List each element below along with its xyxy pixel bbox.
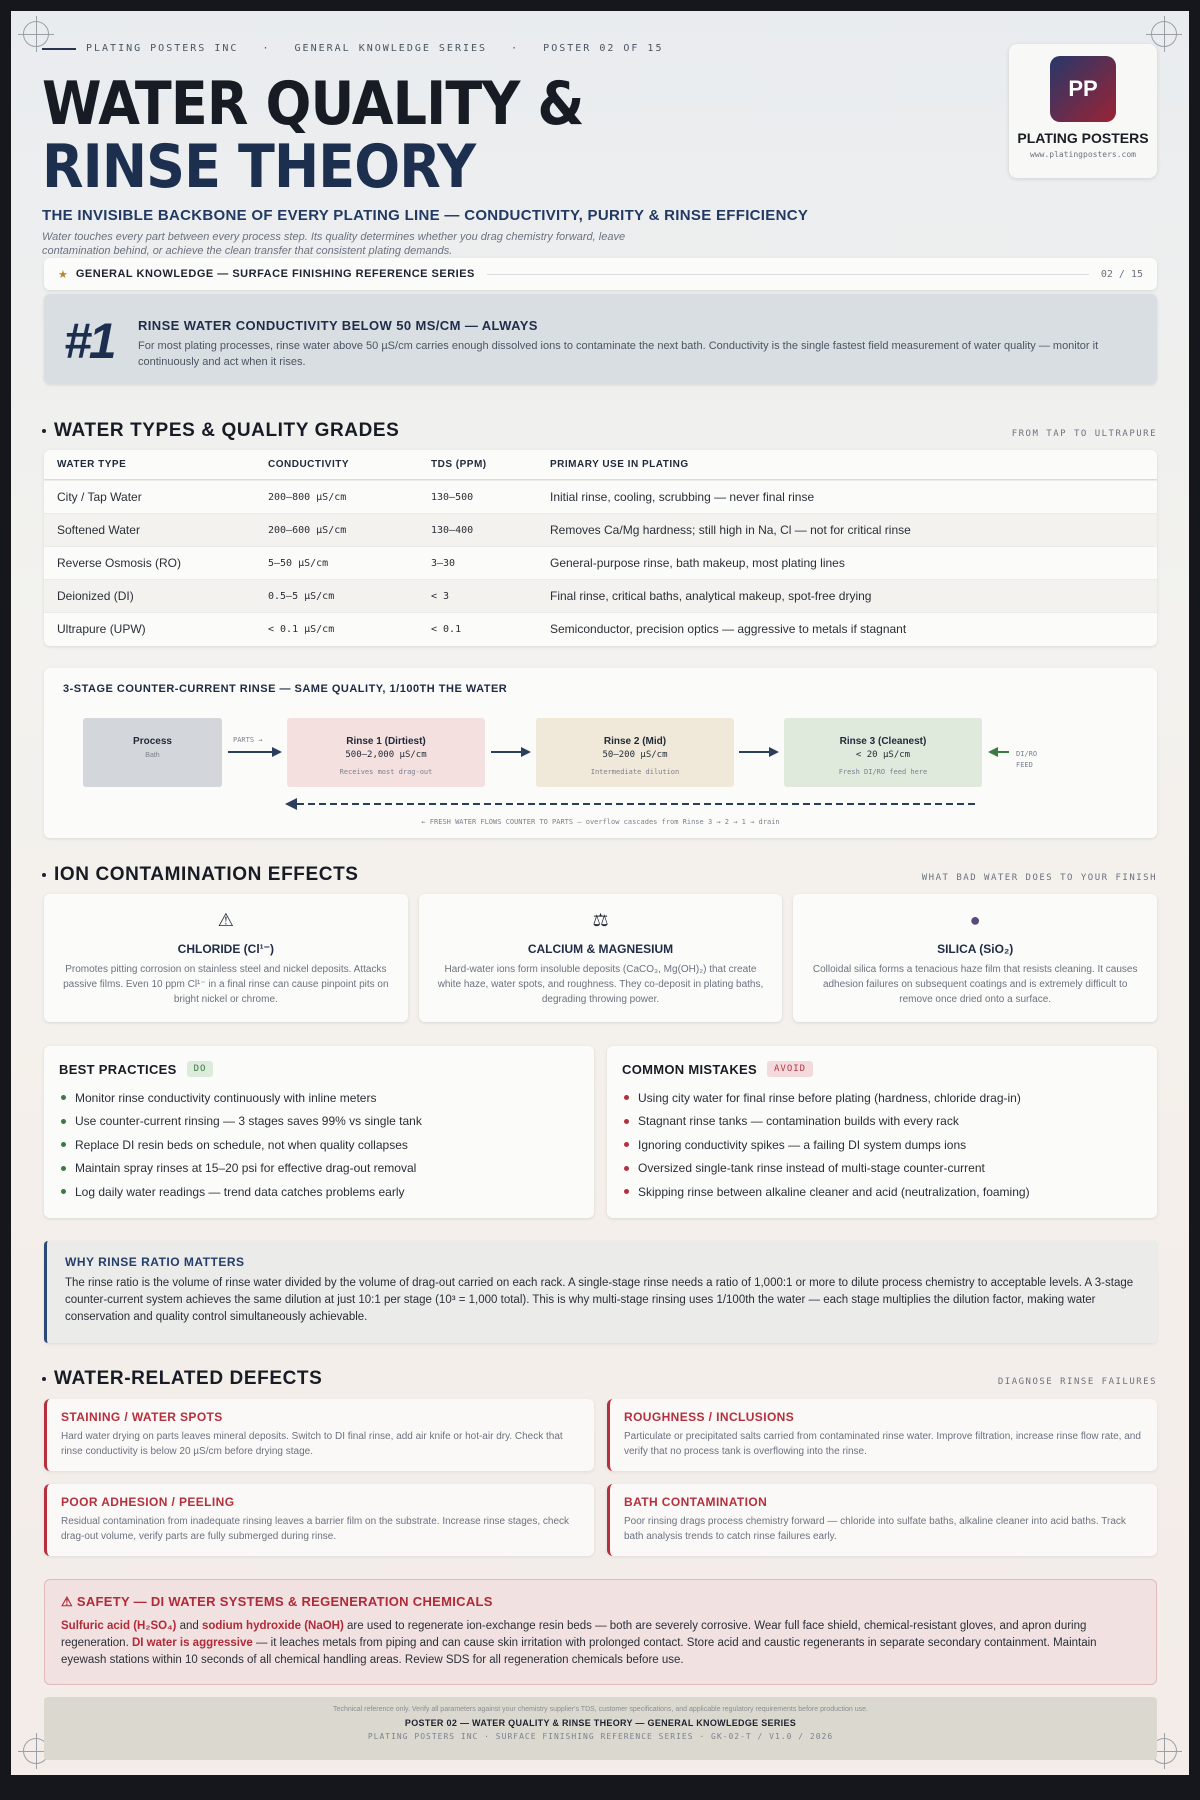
- parts-arrow: [228, 747, 282, 757]
- section-tagline: FROM TAP TO ULTRAPURE: [1011, 429, 1157, 439]
- defect-title: POOR ADHESION / PEELING: [61, 1495, 235, 1509]
- flow-arrow: [491, 747, 531, 757]
- defect-text: Poor rinsing drags process chemistry forward — chloride into sulfate baths, alkaline cleaner into acid baths. Track bath analysis trends to catch rinse failures early.: [624, 1516, 1126, 1542]
- table-cell: Semiconductor, precision optics — aggressive to metals if stagnant: [550, 622, 907, 636]
- rinse-flow-diagram: [44, 668, 1157, 838]
- callout-title: WHY RINSE RATIO MATTERS: [65, 1255, 245, 1269]
- registration-mark-icon: [1151, 21, 1177, 47]
- list-item-text: Using city water for final rinse before plating (hardness, chloride drag-in): [638, 1090, 1021, 1105]
- parts-label: PARTS →: [233, 736, 263, 744]
- list-item: [622, 1157, 1142, 1181]
- table-cell: Ultrapure (UPW): [57, 622, 146, 636]
- table-cell: Softened Water: [57, 523, 140, 537]
- table-cell: City / Tap Water: [57, 490, 142, 504]
- bullet-icon: [61, 1095, 66, 1100]
- footer: [44, 1697, 1157, 1760]
- list-item: [622, 1133, 1142, 1157]
- list-item-text: Log daily water readings — trend data catches problems early: [75, 1184, 405, 1199]
- star-icon: ★: [58, 268, 68, 281]
- safety-highlight: sodium hydroxide (NaOH): [201, 1620, 344, 1632]
- scales-icon: ⚖: [592, 910, 609, 930]
- list-item: [59, 1157, 579, 1181]
- page-title: [42, 69, 584, 202]
- safety-title: ⚠ SAFETY — DI WATER SYSTEMS & REGENERATION CHEMICALS: [61, 1594, 493, 1609]
- section-bullet-icon: [42, 873, 46, 877]
- safety-callout: [44, 1579, 1157, 1685]
- top-line: [42, 43, 663, 54]
- ion-card-title: SILICA (SiO₂): [937, 942, 1014, 956]
- table-row: [44, 579, 1157, 612]
- do-tag: DO: [187, 1061, 214, 1077]
- list-item-text: Stagnant rinse tanks — contamination builds with every rack: [638, 1114, 959, 1129]
- callout-text: The rinse ratio is the volume of rinse water divided by the volume of drag-out carried on each rack. A single-stage rinse needs a ratio of 1,000:1 or more to dilute process chemistry to acceptable levels. A 3-stage counter-current system achieves the same dilution at just 10:1 per stage (10³ = 1,000 total). This is why multi-stage rinsing uses 1/100th the water — each stage multiplies the dilution factor, making water conservation and quality control simultaneously achievable.: [65, 1277, 1134, 1323]
- table-header-row: [44, 450, 1157, 480]
- stage-name: Process: [133, 736, 172, 747]
- table-cell: Removes Ca/Mg hardness; still high in Na, Cl — not for critical rinse: [550, 523, 911, 537]
- intro-text: Water touches every part between every process step. Its quality determines whether you drag chemistry forward, leave contamination behind, or achieve the clean transfer that consistent plating demands.: [42, 231, 626, 257]
- table-cell: 200–800 µS/cm: [268, 491, 347, 503]
- list-item: [59, 1133, 579, 1157]
- bullet-icon: [624, 1095, 629, 1100]
- table-header-cell: TDS (PPM): [431, 459, 487, 470]
- defect-card: [607, 1484, 1157, 1556]
- safety-text: [61, 1618, 1140, 1669]
- ion-card-chloride: [44, 894, 408, 1022]
- section-title: WATER TYPES & QUALITY GRADES: [54, 420, 400, 441]
- card-title: COMMON MISTAKES: [622, 1061, 757, 1077]
- stage-sub: Intermediate dilution: [590, 768, 680, 776]
- ion-cards: [44, 894, 1157, 1022]
- table-cell: 5–50 µS/cm: [268, 557, 329, 569]
- table-cell: 200–600 µS/cm: [268, 524, 347, 536]
- ion-card-text: Promotes pitting corrosion on stainless steel and nickel deposits. Attacks passive films. Even 10 ppm Cl¹⁻ in a final rinse can cause pinpoint pits on bright nickel or chrome.: [63, 964, 389, 1005]
- diagram-title: 3-STAGE COUNTER-CURRENT RINSE — SAME QUALITY, 1/100TH THE WATER: [63, 683, 508, 695]
- hero-callout: [44, 294, 1157, 384]
- table-cell: 0.5–5 µS/cm: [268, 590, 335, 602]
- page-subtitle: THE INVISIBLE BACKBONE OF EVERY PLATING LINE — CONDUCTIVITY, PURITY & RINSE EFFICIENCY: [42, 207, 809, 224]
- water-types-table: [44, 450, 1157, 646]
- list-item-text: Maintain spray rinses at 15–20 psi for effective drag-out removal: [75, 1161, 417, 1176]
- list-item: [59, 1086, 579, 1110]
- list-item: [622, 1180, 1142, 1204]
- defect-text: Particulate or precipitated salts carried from contaminated rinse water. Improve filtration, increase rinse flow rate, and verify that no process tank is overflowing into the rinse.: [624, 1431, 1141, 1457]
- table-header-cell: CONDUCTIVITY: [268, 459, 349, 470]
- list-item-text: Oversized single-tank rinse instead of multi-stage counter-current: [638, 1161, 985, 1176]
- bullet-icon: [61, 1142, 66, 1147]
- list-item-text: Ignoring conductivity spikes — a failing DI system dumps ions: [638, 1137, 967, 1152]
- table-cell: < 3: [431, 590, 450, 602]
- warning-icon: ⚠: [217, 910, 234, 930]
- defect-title: BATH CONTAMINATION: [624, 1495, 768, 1509]
- table-row: [44, 513, 1157, 546]
- table-header-cell: PRIMARY USE IN PLATING: [550, 459, 689, 470]
- table-cell: Reverse Osmosis (RO): [57, 556, 182, 570]
- table-cell: Deionized (DI): [57, 589, 134, 603]
- footer-meta: PLATING POSTERS INC · SURFACE FINISHING REFERENCE SERIES · GK-02-T / V1.0 / 2026: [367, 1732, 834, 1741]
- table-cell: Final rinse, critical baths, analytical makeup, spot-free drying: [550, 589, 872, 603]
- defect-title: ROUGHNESS / INCLUSIONS: [624, 1410, 795, 1424]
- series-rule: [487, 274, 1089, 275]
- card-header: [59, 1061, 579, 1077]
- series-page: 02 / 15: [1100, 268, 1143, 280]
- section-title: WATER-RELATED DEFECTS: [54, 1368, 323, 1389]
- common-mistakes-list: [622, 1086, 1142, 1204]
- section-water-types: [42, 420, 1157, 442]
- stage-sub: Bath: [145, 752, 160, 759]
- stage-sub: Receives most drag-out: [339, 768, 433, 776]
- hero-text: For most plating processes, rinse water above 50 µS/cm carries enough dissolved ions to contaminate the next bath. Conductivity is the single fastest field measurement of water quality — monitor it continuously and act when it rises.: [138, 340, 1099, 368]
- table-cell: General-purpose rinse, bath makeup, most plating lines: [550, 556, 845, 570]
- crystal-ball-icon: ●: [969, 910, 981, 930]
- series-label: GENERAL KNOWLEDGE — SURFACE FINISHING REFERENCE SERIES: [75, 268, 475, 280]
- bullet-icon: [624, 1119, 629, 1124]
- stage-value: 50–200 µS/cm: [602, 750, 668, 760]
- table-cell: 130–400: [431, 524, 474, 536]
- table-row: [44, 546, 1157, 579]
- defect-card: [44, 1484, 594, 1556]
- stage-value: < 20 µS/cm: [855, 750, 911, 760]
- section-title: ION CONTAMINATION EFFECTS: [54, 864, 359, 885]
- defect-text: Hard water drying on parts leaves mineral deposits. Switch to DI final rinse, add air knife or hot-air dry. Check that rinse conductivity is below 20 µS/cm before drying stage.: [61, 1431, 563, 1457]
- flow-arrow: [739, 747, 779, 757]
- feed-arrow: [988, 747, 1009, 757]
- table-header-cell: WATER TYPE: [57, 459, 127, 470]
- card-header: [622, 1061, 1142, 1077]
- table-row: [44, 612, 1157, 645]
- safety-text-part: are used to regenerate ion-exchange resin beds — both are severely corrosive. Wear full face shield, chemical-resistant gloves, and apron during regeneration.: [61, 1620, 1087, 1649]
- top-line-text: PLATING POSTERS INC · GENERAL KNOWLEDGE SERIES · POSTER 02 OF 15: [86, 43, 664, 54]
- series-bar: [44, 258, 1157, 290]
- section-defects: [42, 1368, 1157, 1390]
- ion-card-title: CALCIUM & MAGNESIUM: [527, 942, 674, 956]
- table-cell: < 0.1: [431, 623, 462, 635]
- card-title: BEST PRACTICES: [59, 1061, 177, 1077]
- list-item: [622, 1086, 1142, 1110]
- list-item-text: Skipping rinse between alkaline cleaner and acid (neutralization, foaming): [638, 1184, 1030, 1199]
- section-tagline: DIAGNOSE RINSE FAILURES: [997, 1377, 1157, 1387]
- counter-flow-arrow: [285, 798, 978, 810]
- list-item-text: Monitor rinse conductivity continuously with inline meters: [75, 1090, 377, 1105]
- bullet-icon: [624, 1166, 629, 1171]
- bullet-icon: [61, 1119, 66, 1124]
- ion-card-text: Colloidal silica forms a tenacious haze film that resists cleaning. It causes adhesion failures on subsequent coatings and is extremely difficult to remove once dried onto a surface.: [812, 964, 1138, 1005]
- ion-card-text: Hard-water ions form insoluble deposits (CaCO₃, Mg(OH)₂) that create white haze, water spots, and roughness. They co-deposit in plating baths, degrading throwing power.: [437, 964, 764, 1005]
- stage-name: Rinse 3 (Cleanest): [839, 736, 927, 747]
- bullet-icon: [61, 1189, 66, 1194]
- safety-text-part: — it leaches metals from piping and can cause skin irritation with prolonged contact. Store acid and caustic regenerants in separate secondary containment. Maintain eyewash stations within 10 seconds of all chemical handling areas. Review SDS for all regeneration chemicals before use.: [61, 1637, 1097, 1666]
- section-tagline: WHAT BAD WATER DOES TO YOUR FINISH: [921, 873, 1157, 883]
- best-practices-list: [59, 1086, 579, 1204]
- brand-logo: [1009, 44, 1157, 178]
- top-line-rule: [42, 48, 76, 50]
- defect-card: [44, 1399, 594, 1471]
- safety-text-part: and: [176, 1620, 202, 1632]
- best-practices-card: [44, 1046, 594, 1218]
- list-item: [59, 1110, 579, 1134]
- list-item-text: Use counter-current rinsing — 3 stages saves 99% vs single tank: [75, 1114, 422, 1129]
- ion-card-silica: [793, 894, 1157, 1022]
- poster: [11, 11, 1189, 1775]
- rinse-ratio-callout: [44, 1241, 1157, 1343]
- logo-name: PLATING POSTERS: [1017, 130, 1149, 146]
- safety-highlight: Sulfuric acid (H₂SO₄): [61, 1620, 177, 1632]
- table-cell: Initial rinse, cooling, scrubbing — never final rinse: [550, 490, 815, 504]
- avoid-tag: AVOID: [767, 1061, 813, 1077]
- title-line-1: WATER QUALITY &: [42, 69, 584, 139]
- footer-title: POSTER 02 — WATER QUALITY & RINSE THEORY — GENERAL KNOWLEDGE SERIES: [404, 1718, 797, 1728]
- title-line-2: RINSE THEORY: [42, 132, 476, 202]
- bullet-icon: [61, 1166, 66, 1171]
- safety-highlight: DI water is aggressive: [131, 1637, 253, 1649]
- logo-url: www.platingposters.com: [1030, 150, 1136, 159]
- defect-card: [607, 1399, 1157, 1471]
- footer-disclaimer: Technical reference only. Verify all parameters against your chemistry supplier's TDS, customer specifications, and applicable regulatory requirements before production use.: [333, 1706, 868, 1713]
- logo-mark: PP: [1050, 56, 1116, 122]
- table-row: [44, 480, 1157, 513]
- defect-title: STAINING / WATER SPOTS: [61, 1410, 223, 1424]
- list-item: [59, 1180, 579, 1204]
- ion-card-title: CHLORIDE (Cl¹⁻): [177, 942, 274, 956]
- bullet-icon: [624, 1189, 629, 1194]
- stage-sub: Fresh DI/RO feed here: [838, 768, 928, 776]
- ion-card-calcium: [419, 894, 783, 1022]
- table-cell: 3–30: [431, 557, 456, 569]
- hero-heading: RINSE WATER CONDUCTIVITY BELOW 50 MS/CM — ALWAYS: [138, 318, 538, 333]
- defect-text: Residual contamination from inadequate rinsing leaves a barrier film on the substrate. Increase rinse stages, check drag-out volume, verify parts are fully submerged during rinse.: [61, 1516, 570, 1542]
- section-ion-effects: [42, 864, 1157, 886]
- common-mistakes-card: [607, 1046, 1157, 1218]
- counter-flow-note: ← FRESH WATER FLOWS COUNTER TO PARTS — overflow cascades from Rinse 3 → 2 → 1 → drain: [421, 818, 780, 826]
- feed-label: DI/RO FEED: [1016, 750, 1038, 769]
- list-item: [622, 1110, 1142, 1134]
- stage-name: Rinse 2 (Mid): [603, 736, 667, 747]
- table-cell: < 0.1 µS/cm: [268, 623, 335, 635]
- stage-value: 500–2,000 µS/cm: [345, 750, 427, 760]
- table-cell: 130–500: [431, 491, 474, 503]
- section-bullet-icon: [42, 429, 46, 433]
- stage-name: Rinse 1 (Dirtiest): [346, 736, 426, 747]
- flow-arrows: [44, 668, 1157, 838]
- practice-lists: [44, 1046, 1157, 1218]
- section-bullet-icon: [42, 1377, 46, 1381]
- bullet-icon: [624, 1142, 629, 1147]
- hero-number: #1: [64, 313, 114, 369]
- list-item-text: Replace DI resin beds on schedule, not when quality collapses: [75, 1137, 408, 1152]
